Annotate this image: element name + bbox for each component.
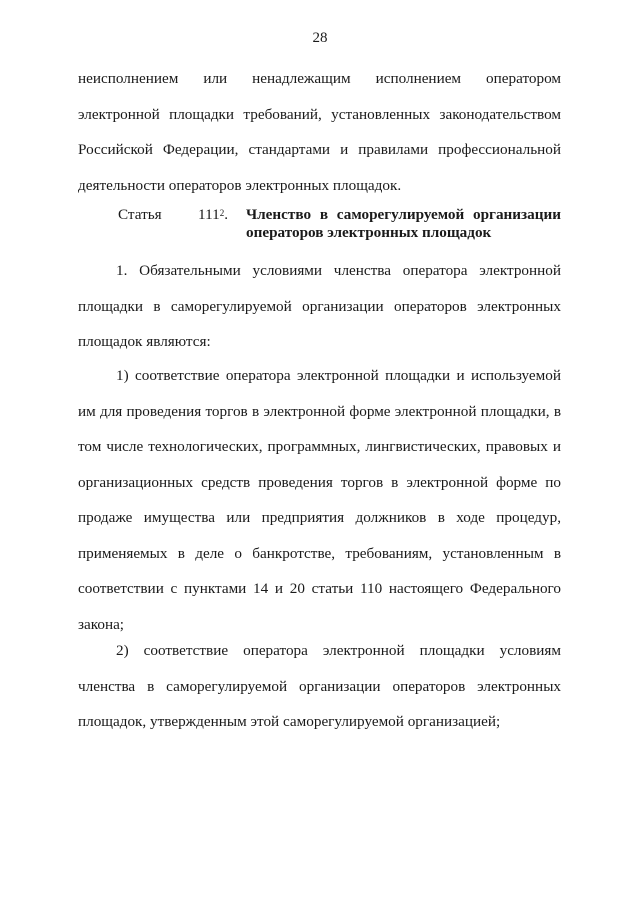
article-title-line1: Членство в саморегулируемой организации (246, 206, 561, 223)
paragraph-text: 1) соответствие оператора электронной площадки и используемой им для проведения торгов в электронной форме электронной площадки, в том числе технологических, программных, лингвистических, правовых и организационных средств проведения торгов в электронной форме по продаже имущества или предприятия должников в ходе процедур, применяемых в деле о банкротстве, требованиям, установленным в соответствии с пунктами 14 и 20 статьи 110 настоящего Федерального закона; (78, 367, 561, 633)
page-number: 28 (312, 30, 328, 46)
article-label: Статья (118, 206, 162, 223)
article-number: $111^2$. (198, 206, 228, 223)
paragraph-text: 2) соответствие оператора электронной площадки условиям членства в саморегулируемой организации операторов электронных площадок, утвержденным этой саморегулируемой организацией; (78, 642, 561, 730)
paragraph-text: 1. Обязательными условиями членства оператора электронной площадки в саморегулируемой организации операторов электронных площадок являются: (78, 262, 561, 350)
continuation-paragraph (78, 61, 561, 203)
article-item-2 (78, 633, 561, 740)
article-title-line2: операторов электронных площадок (246, 224, 492, 241)
article-item-1 (78, 358, 561, 642)
article-heading (118, 206, 561, 242)
article-paragraph-1 (78, 253, 561, 360)
paragraph-text: неисполнением или ненадлежащим исполнением оператором электронной площадки требований, установленных законодательством Российской Федерации, стандартами и правилами профессиональной деятельности операторов электронных площадок. (78, 70, 561, 194)
article-label-block (118, 206, 228, 224)
